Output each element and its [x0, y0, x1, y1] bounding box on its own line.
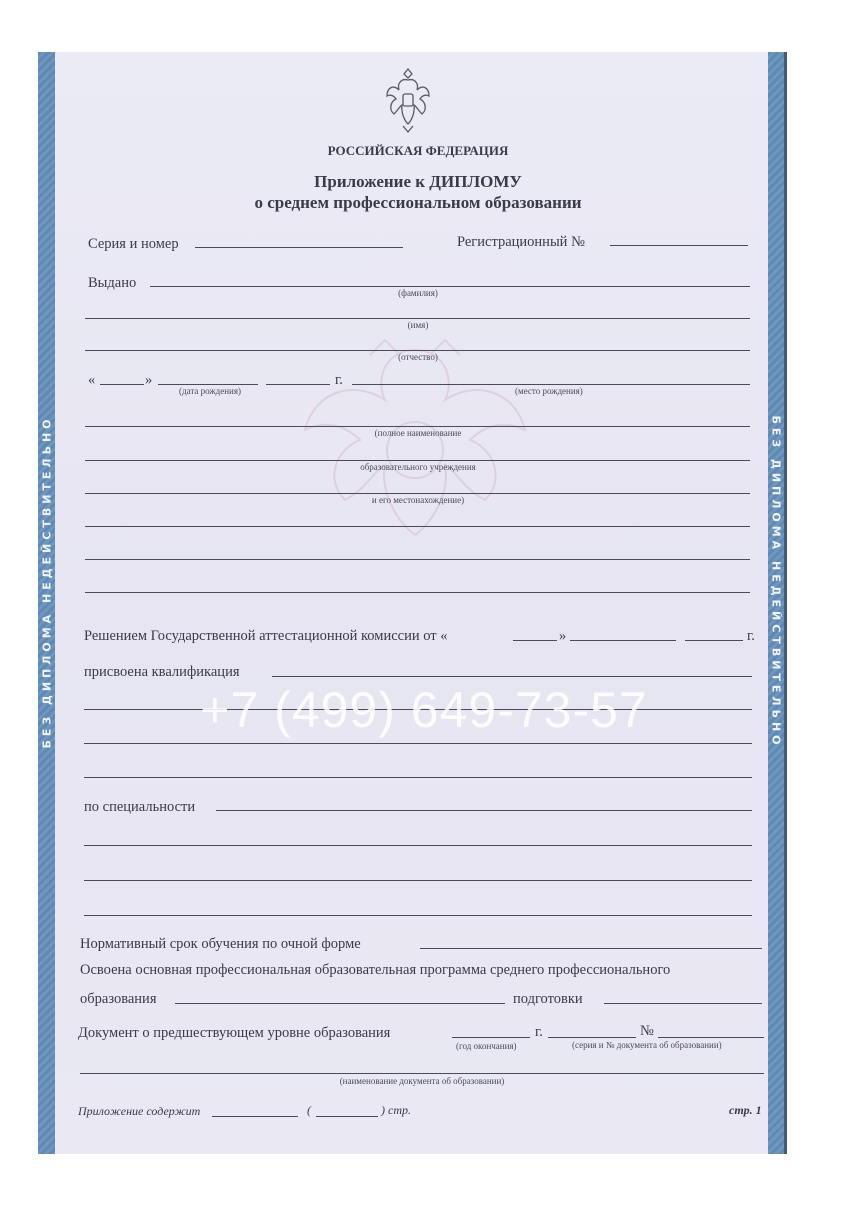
page-number: стр. 1: [729, 1103, 762, 1117]
appendix-pages-field[interactable]: [212, 1116, 298, 1117]
doc-series-field[interactable]: [548, 1037, 636, 1038]
birth-quote-open: «: [88, 372, 96, 388]
specialty-field[interactable]: [216, 810, 752, 811]
program-training-field[interactable]: [604, 1003, 762, 1004]
institution-hint-3: и его местонахождение): [371, 495, 465, 505]
commission-month-field[interactable]: [570, 640, 676, 641]
institution-line-2[interactable]: [85, 460, 750, 461]
band-right-text: БЕЗ ДИПЛОМА НЕДЕЙСТВИТЕЛЬНО: [769, 415, 783, 749]
commission-year-field[interactable]: [685, 640, 743, 641]
qualification-label: присвоена квалификация: [84, 664, 240, 680]
registration-number-field[interactable]: [610, 245, 748, 246]
commission-year-mark: г.: [747, 628, 755, 644]
graduation-year-mark: г.: [535, 1024, 543, 1040]
institution-line-3[interactable]: [85, 493, 750, 494]
surname-hint: (фамилия): [398, 288, 438, 298]
doc-series-hint: (серия и № документа об образовании): [572, 1040, 722, 1050]
program-level-field[interactable]: [175, 1003, 505, 1004]
institution-line-5[interactable]: [85, 559, 750, 560]
institution-line-4[interactable]: [85, 526, 750, 527]
graduation-year-hint: (год окончания): [456, 1041, 517, 1051]
commission-decision-label: Решением Государственной аттестационной комиссии от «: [84, 628, 448, 644]
name-field[interactable]: [85, 318, 750, 319]
appendix-pages-words-field[interactable]: [316, 1116, 378, 1117]
band-left-text: БЕЗ ДИПЛОМА НЕДЕЙСТВИТЕЛЬНО: [40, 415, 54, 749]
birth-date-hint: (дата рождения): [179, 386, 241, 396]
registration-number-label: Регистрационный №: [457, 234, 585, 250]
series-number-field[interactable]: [195, 247, 403, 248]
study-period-label: Нормативный срок обучения по очной форме: [80, 936, 361, 952]
study-period-field[interactable]: [420, 948, 762, 949]
document-title-line1: Приложение к ДИПЛОМУ: [314, 172, 522, 191]
coat-of-arms-icon: [385, 66, 431, 136]
surname-field[interactable]: [150, 286, 750, 287]
specialty-line-2[interactable]: [84, 845, 752, 846]
doc-name-hint: (наименование документа об образовании): [339, 1076, 505, 1086]
institution-line-1[interactable]: [85, 426, 750, 427]
birth-year-mark: г.: [335, 372, 343, 388]
program-label-training: подготовки: [513, 991, 583, 1007]
appendix-contains-label: Приложение содержит: [78, 1104, 201, 1118]
institution-hint-2: образовательного учреждения: [360, 462, 476, 472]
birth-day-field[interactable]: [100, 384, 144, 385]
birth-place-hint: (место рождения): [515, 386, 583, 396]
doc-name-field[interactable]: [80, 1073, 764, 1074]
band-right-edge: [784, 52, 787, 1154]
name-hint: (имя): [407, 320, 429, 330]
qualification-field[interactable]: [272, 676, 752, 677]
institution-hint-1: (полное наименование: [374, 428, 462, 438]
birth-year-field[interactable]: [266, 384, 330, 385]
document-title-line2: о среднем профессиональном образовании: [254, 193, 582, 212]
specialty-line-3[interactable]: [84, 880, 752, 881]
number-sign: №: [640, 1023, 654, 1039]
commission-day-field[interactable]: [513, 640, 557, 641]
doc-number-field[interactable]: [658, 1037, 764, 1038]
birth-place-field[interactable]: [352, 384, 750, 385]
birth-quote-close: »: [145, 372, 153, 388]
pages-label: ) стр.: [381, 1103, 411, 1117]
series-number-label: Серия и номер: [88, 236, 179, 252]
specialty-line-4[interactable]: [84, 915, 752, 916]
phone-watermark: +7 (499) 649-73-57: [200, 682, 648, 738]
graduation-year-field[interactable]: [452, 1037, 530, 1038]
patronymic-hint: (отчество): [398, 352, 438, 362]
pages-paren-open: (: [307, 1103, 311, 1117]
issued-to-label: Выдано: [88, 275, 137, 291]
patronymic-field[interactable]: [85, 350, 750, 351]
qualification-line-3[interactable]: [84, 743, 752, 744]
institution-line-6[interactable]: [85, 592, 750, 593]
program-label-line1: Освоена основная профессиональная образовательная программа среднего профессионального: [80, 962, 671, 978]
birth-month-field[interactable]: [158, 384, 258, 385]
commission-quote-close: »: [559, 628, 567, 644]
document-sheet: [55, 52, 768, 1154]
program-label-education: образования: [80, 991, 157, 1007]
specialty-label: по специальности: [84, 799, 196, 815]
previous-document-label: Документ о предшествующем уровне образования: [78, 1025, 391, 1041]
country-name: РОССИЙСКАЯ ФЕДЕРАЦИЯ: [327, 143, 509, 158]
qualification-line-4[interactable]: [84, 777, 752, 778]
